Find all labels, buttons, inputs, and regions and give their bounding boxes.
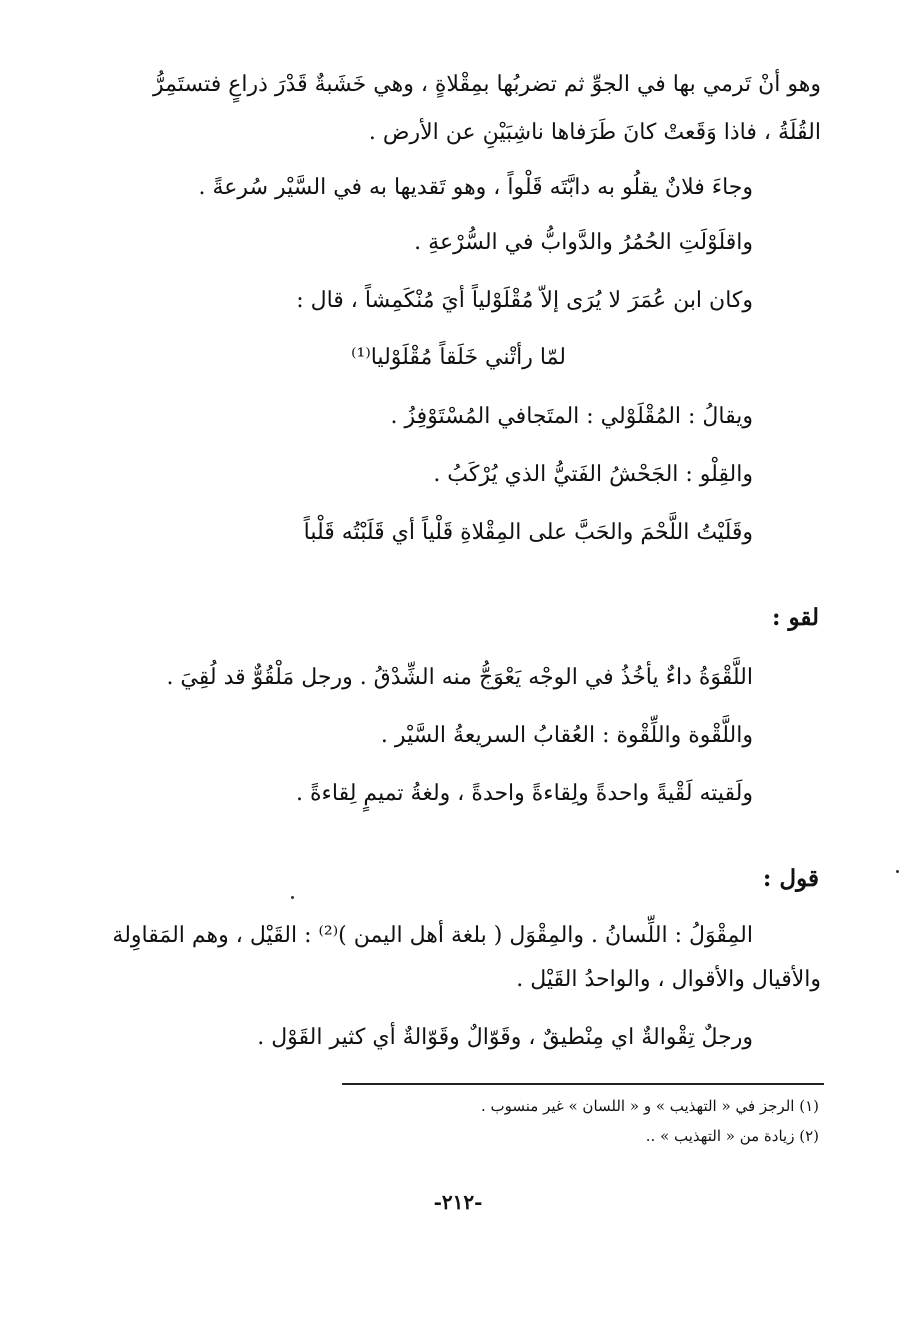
text-line: اللَّقْوَةُ داءٌ يأخُذُ في الوجْه يَعْوَجُّ منه الشِّدْقُ . ورجل مَلْقُوٌّ قد لُقِيَ . bbox=[166, 665, 753, 690]
text-line: وهو أنْ تَرمي بها في الجوِّ ثم تضربُها بمِقْلاةٍ ، وهي خَشَبةٌ قَدْرَ ذراعٍ فتستَمِرُّ bbox=[153, 72, 821, 97]
text-line: ويقالُ : المُقْلَوْلي : المتَجافي المُسْتَوْفِزُ . bbox=[390, 404, 753, 429]
text-line: وجاءَ فلانٌ يقلُو به دابَّتَه قَلْواً ، وهو تَقديها به في السَّيْر سُرعةً . bbox=[198, 175, 753, 200]
verse-line: لمّا رأتْني خَلَقاً مُقْلَوْليا⁽¹⁾ bbox=[351, 345, 566, 370]
entry-heading: قول : bbox=[762, 865, 819, 892]
footnote: (١) الرجز في « التهذيب » و « اللسان » غير منسوب . bbox=[480, 1097, 819, 1115]
text-line: واقلَوْلَتِ الحُمُرُ والدَّوابُّ في السُّرْعةِ . bbox=[414, 230, 753, 255]
scan-speck bbox=[896, 870, 899, 873]
text-line: وقَلَيْتُ اللَّحْمَ والحَبَّ على المِقْلاةِ قَلْياً أي قَلَبْتُه قَلْباً bbox=[303, 520, 753, 545]
text-line: ولَقيته لَقْيةً واحدةً ولِقاءةً واحدةً ، ولغةُ تميمٍ لِقاءةً . bbox=[296, 781, 753, 806]
text-line: والأقيال والأقوال ، والواحدُ القَيْل . bbox=[516, 967, 821, 992]
page-number: -٢١٢- bbox=[433, 1190, 483, 1214]
text-line: وكان ابن عُمَرَ لا يُرَى إلاّ مُقْلَوْلياً أيَ مُنْكَمِشاً ، قال : bbox=[296, 288, 753, 313]
footnote: (٢) زيادة من « التهذيب » .. bbox=[645, 1127, 819, 1145]
text-line: ورجلٌ تِقْوالةٌ اي مِنْطيقٌ ، وقَوّالٌ وقَوّالةٌ أي كثير القَوْل . bbox=[257, 1025, 753, 1050]
text-line: المِقْوَلُ : اللِّسانُ . والمِقْوَل ( بلغة أهل اليمن )⁽²⁾ : القَيْل ، وهم المَقاوِلة bbox=[112, 923, 753, 948]
footnote-divider bbox=[342, 1083, 824, 1085]
text-line: القُلَةُ ، فاذا وَقَعتْ كانَ طَرَفاها ناشِبَيْنِ عن الأرض . bbox=[368, 120, 821, 145]
scan-speck bbox=[291, 896, 294, 899]
text-line: والقِلْو : الجَحْشُ الفَتيُّ الذي يُرْكَبُ . bbox=[433, 462, 753, 487]
entry-heading: لقو : bbox=[771, 604, 819, 631]
text-line: واللَّقْوة واللِّقْوة : العُقابُ السريعةُ السَّيْر . bbox=[380, 723, 753, 748]
